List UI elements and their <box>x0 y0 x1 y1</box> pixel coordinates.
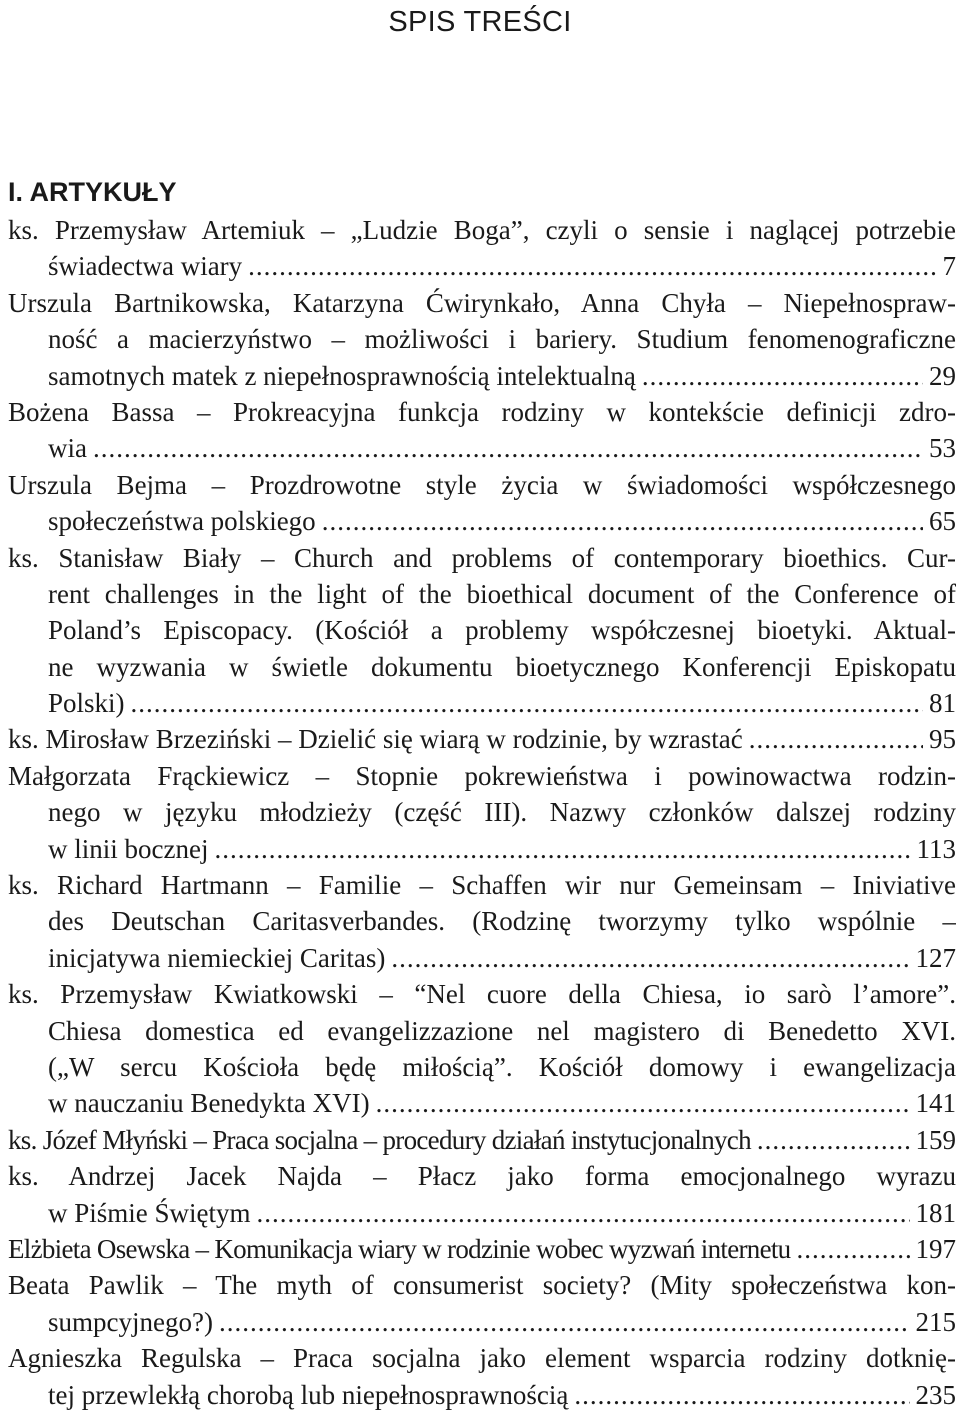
toc-entry-last-line <box>8 248 956 284</box>
page-number: 235 <box>915 1379 956 1410</box>
toc-entry-title-end: społeczeństwa polskiego <box>48 506 316 537</box>
toc-entry-line: Beata Pawlik – The myth of consumerist society? (Mity społeczeństwa kon- <box>8 1270 956 1301</box>
page-number: 53 <box>929 433 956 464</box>
page-number: 113 <box>916 833 956 864</box>
toc-entry-title-end: świadectwa wiary <box>48 251 243 282</box>
toc-entry-line: ne wyzwania w świetle dokumentu bioetycznego Konferencji Episkopatu <box>48 651 956 682</box>
toc-entry <box>8 758 956 867</box>
toc-entry <box>8 1267 956 1340</box>
toc-entry <box>8 976 956 1122</box>
toc-entry-title-end: w nauczaniu Benedykta XVI) <box>48 1088 370 1119</box>
toc-entry <box>8 1340 956 1413</box>
toc-entry-last-line <box>8 430 956 466</box>
toc-entry-line: Chiesa domestica ed evangelizzazione nel magistero di Benedetto XVI. <box>48 1015 956 1046</box>
page-number: 29 <box>929 360 956 391</box>
toc-entry-line: Agnieszka Regulska – Praca socjalna jako element wsparcia rodziny dotknię- <box>8 1343 956 1374</box>
toc-entry-title-end: Polski) <box>48 688 125 719</box>
toc-entry-line: ks. Przemysław Artemiuk – „Ludzie Boga”, czyli o sensie i naglącej potrzebie <box>8 215 956 245</box>
page-number: 65 <box>929 506 956 537</box>
dot-leader <box>214 831 910 867</box>
toc-entry <box>8 1231 956 1267</box>
dot-leader <box>796 1231 909 1267</box>
toc-entry-title-end: w Piśmie Świętym <box>48 1197 251 1228</box>
page-number: 141 <box>915 1088 956 1119</box>
toc-entry-title-end: sumpcyjnego?) <box>48 1306 213 1337</box>
dot-leader <box>248 248 936 284</box>
toc-entry-line: ks. Stanisław Biały – Church and problems of contemporary bioethics. Cur- <box>8 542 956 573</box>
page-number: 95 <box>929 724 956 755</box>
dot-leader <box>376 1085 910 1121</box>
toc-entry-line: des Deutschan Caritasverbandes. (Rodzinę tworzymy tylko wspólnie – <box>48 906 956 937</box>
toc-entry-title-end: ks. Mirosław Brzeziński – Dzielić się wiarą w rodzinie, by wzrastać <box>8 724 743 755</box>
toc-entry-last-line <box>8 1377 956 1413</box>
page-number: 159 <box>915 1124 956 1155</box>
toc-entry <box>8 467 956 540</box>
toc-entry-line: ks. Richard Hartmann – Familie – Schaffen wir nur Gemeinsam – Iniviative <box>8 870 956 901</box>
toc-entry <box>8 1122 956 1158</box>
dot-leader <box>574 1377 909 1413</box>
toc-entry-line: Urszula Bejma – Prozdrowotne style życia w świadomości współczesnego <box>8 469 956 500</box>
toc-entry-last-line <box>8 1304 956 1340</box>
page-number: 81 <box>929 688 956 719</box>
toc-entry-line: rent challenges in the light of the bioethical document of the Conference of <box>48 578 956 609</box>
toc-entry-last-line <box>8 503 956 539</box>
toc-entry-last-line <box>8 358 956 394</box>
dot-leader <box>642 358 923 394</box>
page-number: 127 <box>915 942 956 973</box>
dot-leader <box>257 1195 910 1231</box>
toc-entry-line: ks. Przemysław Kwiatkowski – “Nel cuore della Chiesa, io sarò l’amore”. <box>8 979 956 1010</box>
toc-entry-line: ność a macierzyństwo – możliwości i bariery. Studium fenomenograficzne <box>48 324 956 355</box>
toc-entry-last-line <box>8 940 956 976</box>
toc-entry <box>8 867 956 976</box>
toc-entry-line: Bożena Bassa – Prokreacyjna funkcja rodziny w kontekście definicji zdro- <box>8 396 956 427</box>
toc-entry-last-line <box>8 831 956 867</box>
page-number: 197 <box>915 1233 956 1264</box>
toc-entry-line: („W sercu Kościoła będę miłością”. Kościół domowy i ewangelizacja <box>48 1051 956 1082</box>
toc-entries <box>8 212 956 1413</box>
dot-leader <box>322 503 923 539</box>
page-title: SPIS TREŚCI <box>388 6 572 38</box>
dot-leader <box>219 1304 910 1340</box>
dot-leader <box>391 940 909 976</box>
toc-entry-title-end: wia <box>48 433 87 464</box>
dot-leader <box>131 685 923 721</box>
toc-entry-last-line <box>8 1122 956 1158</box>
toc-entry-line: ks. Andrzej Jacek Najda – Płacz jako forma emocjonalnego wyrazu <box>8 1161 956 1192</box>
toc-entry <box>8 285 956 394</box>
toc-entry-last-line <box>8 685 956 721</box>
toc-entry <box>8 212 956 285</box>
toc-entry <box>8 394 956 467</box>
toc-entry-last-line <box>8 1231 956 1267</box>
dot-leader <box>93 430 923 466</box>
page-number: 215 <box>915 1306 956 1337</box>
toc-entry-title-end: inicjatywa niemieckiej Caritas) <box>48 942 386 973</box>
toc-entry-title-end: Elżbieta Osewska – Komunikacja wiary w rodzinie wobec wyzwań internetu <box>8 1233 791 1264</box>
page-number: 7 <box>942 251 956 282</box>
dot-leader <box>757 1122 910 1158</box>
toc-entry <box>8 1158 956 1231</box>
toc-entry-line: Poland’s Episcopacy. (Kościół a problemy współczesnej bioetyki. Aktual- <box>48 615 956 646</box>
toc-entry-title-end: tej przewlekłą chorobą lub niepełnosprawnością <box>48 1379 569 1410</box>
toc-entry-last-line <box>8 721 956 757</box>
toc-entry-line: Urszula Bartnikowska, Katarzyna Ćwirynkało, Anna Chyła – Niepełnospraw- <box>8 287 956 318</box>
page-number: 181 <box>915 1197 956 1228</box>
toc-entry-title-end: ks. Józef Młyński – Praca socjalna – procedury działań instytucjonalnych <box>8 1124 751 1155</box>
dot-leader <box>749 721 923 757</box>
toc-entry-last-line <box>8 1085 956 1121</box>
toc-entry-title-end: samotnych matek z niepełnosprawnością intelektualną <box>48 360 636 391</box>
toc-entry-last-line <box>8 1195 956 1231</box>
toc-entry <box>8 540 956 722</box>
toc-entry <box>8 721 956 757</box>
toc-entry-line: Małgorzata Frąckiewicz – Stopnie pokrewieństwa i powinowactwa rodzin- <box>8 760 956 791</box>
section-heading: I. ARTYKUŁY <box>8 177 177 207</box>
toc-entry-line: nego w języku młodzieży (część III). Nazwy członków dalszej rodziny <box>48 797 956 828</box>
toc-entry-title-end: w linii bocznej <box>48 833 209 864</box>
